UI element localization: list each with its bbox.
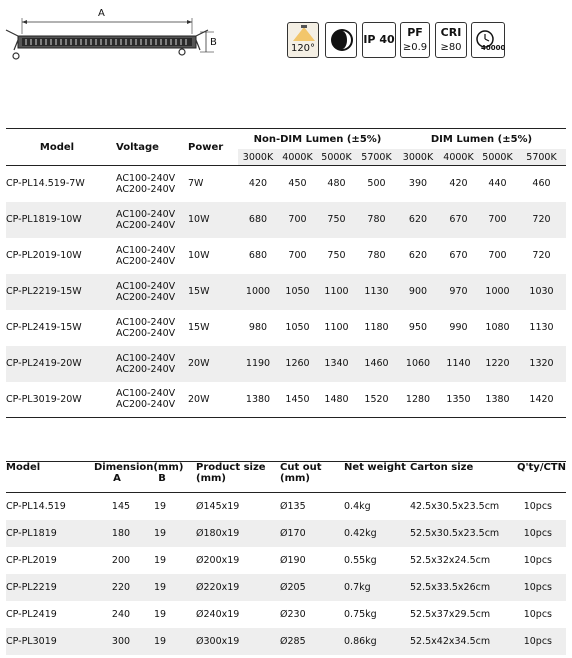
cell-voltage: AC100-240V AC200-240V bbox=[116, 244, 176, 267]
table-row bbox=[6, 601, 566, 628]
cell-dim-a: 240 bbox=[111, 608, 131, 620]
cell-model: CP-PL3019 bbox=[6, 635, 57, 647]
cell-cut-out: Ø285 bbox=[280, 635, 306, 647]
header-carton-size: Carton size bbox=[410, 462, 474, 473]
cell-power: 20W bbox=[188, 358, 210, 369]
header-temp: 3000K bbox=[397, 149, 439, 166]
cell-qty: 10pcs bbox=[523, 581, 552, 593]
cell-qty: 10pcs bbox=[523, 635, 552, 647]
cell-qty: 10pcs bbox=[523, 527, 552, 539]
cell-non-dim-lumen: 1130 bbox=[364, 286, 389, 297]
cell-product-size: Ø180x19 bbox=[196, 527, 240, 539]
cell-dim-a: 220 bbox=[111, 581, 131, 593]
header-non-dim-lumen: Non-DIM Lumen (±5%) bbox=[253, 133, 382, 145]
cell-product-size: Ø145x19 bbox=[196, 500, 240, 512]
table-row bbox=[6, 493, 566, 520]
header-temp: 4000K bbox=[439, 149, 478, 166]
cell-dim-lumen: 700 bbox=[488, 250, 507, 261]
cell-dim-lumen: 460 bbox=[532, 178, 551, 190]
cell-carton-size: 52.5x42x34.5cm bbox=[410, 635, 491, 647]
cell-product-size: Ø240x19 bbox=[196, 608, 240, 620]
cell-net-weight: 0.4kg bbox=[344, 500, 371, 512]
cell-qty: 10pcs bbox=[523, 500, 552, 512]
header-temp: 5700K bbox=[356, 149, 397, 166]
table-row bbox=[6, 346, 566, 382]
header-model: Model bbox=[6, 129, 108, 166]
cell-dim-lumen: 390 bbox=[408, 178, 428, 190]
header-power: Power bbox=[188, 129, 238, 166]
header-temp: 5000K bbox=[478, 149, 517, 166]
cell-dim-lumen: 1030 bbox=[529, 286, 554, 297]
header-temp: 5000K bbox=[317, 149, 356, 166]
cell-dim-a: 145 bbox=[111, 500, 131, 512]
cell-dim-lumen: 1280 bbox=[405, 393, 431, 405]
cell-non-dim-lumen: 700 bbox=[288, 214, 307, 225]
table-row bbox=[6, 238, 566, 274]
cell-non-dim-lumen: 450 bbox=[288, 178, 307, 190]
cell-carton-size: 52.5x32x24.5cm bbox=[410, 554, 491, 566]
cell-dim-lumen: 1420 bbox=[529, 393, 554, 405]
header-voltage: Voltage bbox=[108, 129, 188, 166]
cell-dim-a: 300 bbox=[111, 635, 131, 647]
cell-power: 15W bbox=[188, 322, 210, 333]
cell-cut-out: Ø135 bbox=[280, 500, 306, 512]
cell-dim-lumen: 970 bbox=[449, 286, 468, 297]
cell-dim-lumen: 1140 bbox=[446, 358, 471, 369]
cell-net-weight: 0.86kg bbox=[344, 635, 377, 647]
cell-model: CP-PL1819 bbox=[6, 527, 57, 539]
cell-model: CP-PL2419-20W bbox=[6, 358, 82, 369]
header-dimension: Dimension(mm) A B bbox=[94, 462, 184, 484]
cell-dim-lumen: 1350 bbox=[446, 393, 471, 405]
cell-carton-size: 52.5x30.5x23.5cm bbox=[410, 527, 500, 539]
cell-model: CP-PL1819-10W bbox=[6, 214, 82, 225]
cell-non-dim-lumen: 980 bbox=[248, 322, 268, 333]
cell-product-size: Ø300x19 bbox=[196, 635, 240, 647]
cell-non-dim-lumen: 1100 bbox=[324, 322, 349, 333]
cell-dim-lumen: 670 bbox=[449, 214, 468, 225]
cell-non-dim-lumen: 1050 bbox=[285, 286, 310, 297]
cell-non-dim-lumen: 1340 bbox=[324, 358, 349, 369]
header-temp: 3000K bbox=[238, 149, 278, 166]
cell-power: 10W bbox=[188, 214, 210, 225]
cell-dim-lumen: 950 bbox=[408, 322, 428, 333]
cell-carton-size: 52.5x37x29.5cm bbox=[410, 608, 491, 620]
cell-dim-lumen: 1320 bbox=[529, 358, 554, 369]
cell-non-dim-lumen: 480 bbox=[327, 178, 346, 190]
cell-dim-b: 19 bbox=[154, 635, 167, 647]
header-qty: Q'ty/CTN bbox=[516, 462, 566, 473]
cell-net-weight: 0.55kg bbox=[344, 554, 377, 566]
cell-dim-lumen: 620 bbox=[408, 250, 428, 261]
cell-non-dim-lumen: 700 bbox=[288, 250, 307, 261]
lumen-spec-table bbox=[6, 128, 566, 418]
cell-model: CP-PL2019 bbox=[6, 554, 57, 566]
cell-dim-lumen: 1000 bbox=[485, 286, 510, 297]
cell-non-dim-lumen: 1450 bbox=[285, 393, 310, 405]
cell-non-dim-lumen: 780 bbox=[367, 250, 386, 261]
cell-dim-b: 19 bbox=[154, 527, 167, 539]
cell-model: CP-PL2419-15W bbox=[6, 322, 82, 333]
cell-non-dim-lumen: 780 bbox=[367, 214, 386, 225]
cell-non-dim-lumen: 1460 bbox=[364, 358, 389, 369]
ip-rating-icon: IP 40 bbox=[362, 22, 396, 58]
cell-power: 7W bbox=[188, 178, 204, 190]
cell-voltage: AC100-240V AC200-240V bbox=[116, 172, 176, 195]
cell-non-dim-lumen: 680 bbox=[248, 250, 268, 261]
cell-dim-lumen: 720 bbox=[532, 250, 551, 261]
cell-dim-lumen: 1380 bbox=[485, 393, 510, 405]
cell-product-size: Ø200x19 bbox=[196, 554, 240, 566]
cell-voltage: AC100-240V AC200-240V bbox=[116, 352, 176, 375]
cell-dim-b: 19 bbox=[154, 500, 167, 512]
cell-carton-size: 42.5x30.5x23.5cm bbox=[410, 500, 500, 512]
cell-net-weight: 0.75kg bbox=[344, 608, 377, 620]
cell-model: CP-PL14.519-7W bbox=[6, 178, 85, 190]
cell-dim-b: 19 bbox=[154, 608, 167, 620]
cell-net-weight: 0.42kg bbox=[344, 527, 377, 539]
table-row bbox=[6, 202, 566, 238]
cell-power: 15W bbox=[188, 286, 210, 297]
power-factor-icon: PF ≥0.9 bbox=[400, 22, 430, 58]
cell-non-dim-lumen: 750 bbox=[327, 214, 346, 225]
cell-non-dim-lumen: 1000 bbox=[245, 286, 271, 297]
table-row bbox=[6, 310, 566, 346]
cell-dim-b: 19 bbox=[154, 581, 167, 593]
cell-non-dim-lumen: 420 bbox=[248, 178, 268, 190]
cell-power: 10W bbox=[188, 250, 210, 261]
header-temp: 4000K bbox=[278, 149, 317, 166]
cell-dim-lumen: 1130 bbox=[529, 322, 554, 333]
cell-dim-lumen: 1060 bbox=[405, 358, 431, 369]
cell-dim-lumen: 620 bbox=[408, 214, 428, 225]
cell-dim-lumen: 990 bbox=[449, 322, 468, 333]
table-row bbox=[6, 574, 566, 601]
cell-model: CP-PL3019-20W bbox=[6, 393, 82, 405]
cell-power: 20W bbox=[188, 393, 210, 405]
cell-dim-a: 200 bbox=[111, 554, 131, 566]
cell-non-dim-lumen: 1520 bbox=[364, 393, 389, 405]
cell-cut-out: Ø230 bbox=[280, 608, 306, 620]
cell-non-dim-lumen: 1480 bbox=[324, 393, 349, 405]
dimension-spec-table bbox=[6, 461, 566, 655]
cell-dim-lumen: 720 bbox=[532, 214, 551, 225]
table-row bbox=[6, 628, 566, 655]
cell-model: CP-PL2419 bbox=[6, 608, 57, 620]
header-cut-out: Cut out (mm) bbox=[280, 462, 322, 484]
cell-dim-lumen: 420 bbox=[449, 178, 468, 190]
panel-dimension-drawing bbox=[0, 0, 230, 70]
dimension-a-label: A bbox=[98, 8, 105, 19]
cell-dim-lumen: 1220 bbox=[485, 358, 510, 369]
cell-non-dim-lumen: 1380 bbox=[245, 393, 271, 405]
cell-voltage: AC100-240V AC200-240V bbox=[116, 388, 176, 411]
cell-cut-out: Ø170 bbox=[280, 527, 306, 539]
cell-non-dim-lumen: 1260 bbox=[285, 358, 310, 369]
dimension-b-label: B bbox=[210, 37, 217, 48]
cell-cut-out: Ø190 bbox=[280, 554, 306, 566]
cell-model: CP-PL2019-10W bbox=[6, 250, 82, 261]
cell-qty: 10pcs bbox=[523, 554, 552, 566]
header-temp: 5700K bbox=[517, 149, 566, 166]
panel-side-view-icon bbox=[0, 0, 230, 70]
cri-icon: CRI ≥80 bbox=[435, 22, 467, 58]
table-row bbox=[6, 520, 566, 547]
header-product-size: Product size (mm) bbox=[196, 462, 266, 484]
header-net-weight: Net weight bbox=[344, 462, 406, 473]
cell-voltage: AC100-240V AC200-240V bbox=[116, 208, 176, 231]
table-row bbox=[6, 382, 566, 418]
cell-product-size: Ø220x19 bbox=[196, 581, 240, 593]
cell-dim-lumen: 1080 bbox=[485, 322, 510, 333]
cell-model: CP-PL2219 bbox=[6, 581, 57, 593]
cell-non-dim-lumen: 750 bbox=[327, 250, 346, 261]
cell-voltage: AC100-240V AC200-240V bbox=[116, 280, 176, 303]
cell-non-dim-lumen: 1100 bbox=[324, 286, 349, 297]
cell-dim-b: 19 bbox=[154, 554, 167, 566]
cell-cut-out: Ø205 bbox=[280, 581, 306, 593]
table-row bbox=[6, 274, 566, 310]
cell-dim-lumen: 670 bbox=[449, 250, 468, 261]
cell-dim-lumen: 700 bbox=[488, 214, 507, 225]
cell-qty: 10pcs bbox=[523, 608, 552, 620]
cell-dim-lumen: 900 bbox=[408, 286, 428, 297]
cell-voltage: AC100-240V AC200-240V bbox=[116, 316, 176, 339]
header-model: Model bbox=[6, 462, 41, 473]
cell-non-dim-lumen: 500 bbox=[367, 178, 386, 190]
cell-non-dim-lumen: 680 bbox=[248, 214, 268, 225]
cell-non-dim-lumen: 1050 bbox=[285, 322, 310, 333]
table-row bbox=[6, 547, 566, 574]
header-dim-lumen: DIM Lumen (±5%) bbox=[430, 133, 533, 145]
cell-carton-size: 52.5x33.5x26cm bbox=[410, 581, 491, 593]
cell-non-dim-lumen: 1190 bbox=[245, 358, 271, 369]
cell-net-weight: 0.7kg bbox=[344, 581, 371, 593]
lifetime-hours-icon: 40000 bbox=[471, 22, 505, 58]
cell-model: CP-PL14.519 bbox=[6, 500, 66, 512]
cell-dim-a: 180 bbox=[111, 527, 131, 539]
table-row bbox=[6, 166, 566, 202]
beam-angle-icon: 120° bbox=[287, 22, 319, 58]
cell-model: CP-PL2219-15W bbox=[6, 286, 82, 297]
cell-dim-lumen: 440 bbox=[488, 178, 507, 190]
cell-non-dim-lumen: 1180 bbox=[364, 322, 389, 333]
dimmable-icon bbox=[325, 22, 357, 58]
